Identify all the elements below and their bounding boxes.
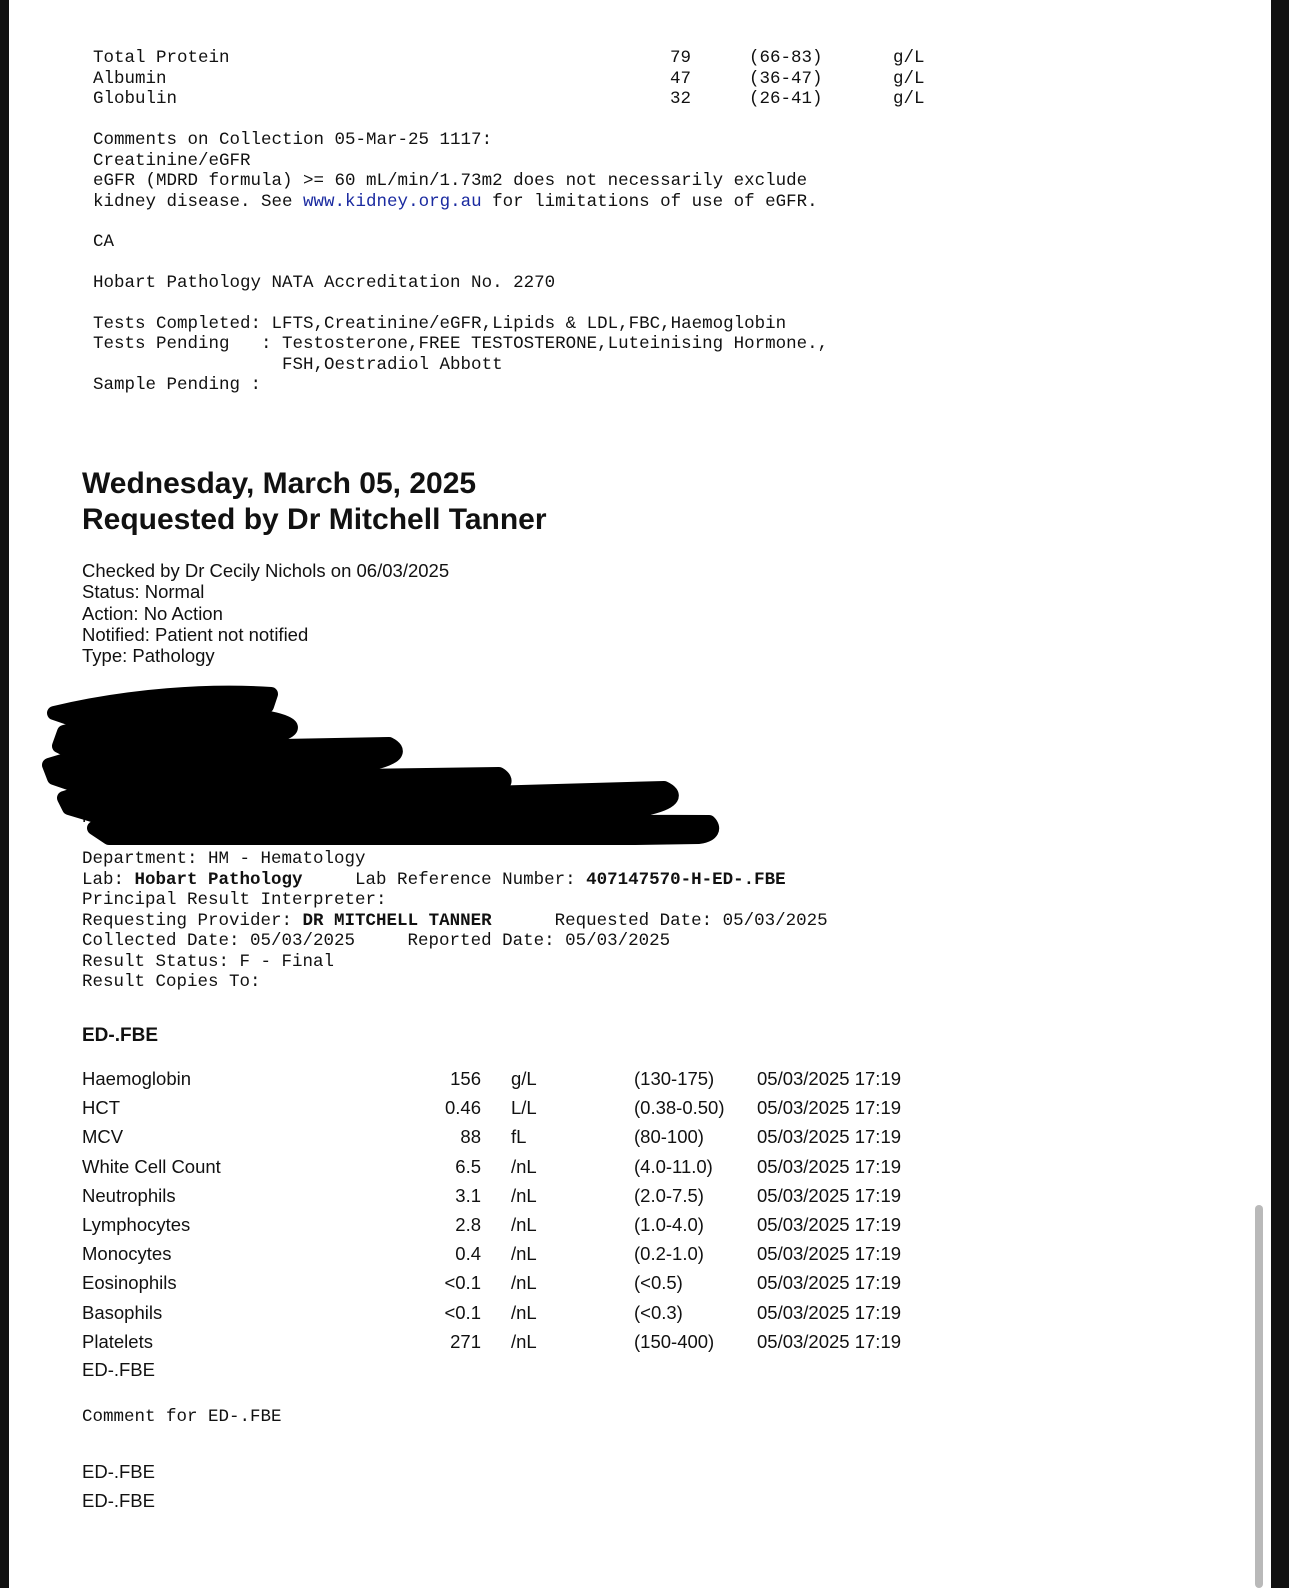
protein-range-0: (66-83) bbox=[749, 48, 823, 68]
result-value: 3.1 bbox=[455, 1184, 481, 1206]
result-row bbox=[82, 1302, 982, 1331]
tests-pending: Tests Pending : Testosterone,FREE TESTOSTERONE,Luteinising Hormone., bbox=[93, 334, 829, 354]
result-row bbox=[82, 1272, 982, 1301]
protein-name-2: Globulin bbox=[93, 89, 178, 109]
result-reference-range: (130-175) bbox=[634, 1068, 715, 1089]
result-row bbox=[82, 1243, 982, 1272]
fbe-footer-2: ED-.FBE bbox=[82, 1461, 155, 1482]
result-row bbox=[82, 1185, 982, 1214]
dates-line: Collected Date: 05/03/2025 Reported Date: 05/03/2025 bbox=[82, 931, 671, 951]
protein-unit-2: g/L bbox=[893, 89, 925, 109]
result-timestamp: 05/03/2025 17:19 bbox=[757, 1330, 902, 1352]
fbe-footer-1: ED-.FBE bbox=[82, 1359, 155, 1380]
result-unit: /nL bbox=[511, 1272, 537, 1294]
result-name: Platelets bbox=[82, 1330, 153, 1352]
result-name: HCT bbox=[82, 1097, 121, 1119]
result-name: Eosinophils bbox=[82, 1272, 177, 1294]
fbe-footer-3: ED-.FBE bbox=[82, 1490, 155, 1511]
result-value: 0.4 bbox=[455, 1243, 481, 1265]
result-value: 2.8 bbox=[455, 1214, 481, 1235]
result-timestamp: 05/03/2025 17:19 bbox=[757, 1272, 902, 1294]
protein-unit-0: g/L bbox=[893, 48, 925, 68]
redaction-scribble bbox=[9, 680, 729, 845]
protein-name-1: Albumin bbox=[93, 68, 167, 89]
result-status-line: Result Status: F - Final bbox=[82, 951, 335, 972]
lab-line: Lab: Hobart Pathology Lab Reference Number: 407147570-H-ED-.FBE bbox=[82, 869, 786, 890]
interpreter-line: Principal Result Interpreter: bbox=[82, 890, 387, 910]
accreditation-line: Hobart Pathology NATA Accreditation No. 2270 bbox=[93, 273, 556, 293]
fbe-title: ED-.FBE bbox=[82, 1025, 158, 1046]
result-value: 0.46 bbox=[444, 1097, 481, 1119]
result-timestamp: 05/03/2025 17:19 bbox=[757, 1155, 902, 1177]
vertical-scrollbar[interactable] bbox=[1255, 1205, 1263, 1588]
status-line: Status: Normal bbox=[82, 581, 205, 603]
result-timestamp: 05/03/2025 17:19 bbox=[757, 1097, 902, 1119]
result-unit: /nL bbox=[511, 1330, 537, 1352]
result-unit: /nL bbox=[511, 1214, 537, 1235]
sample-pending: Sample Pending : bbox=[93, 375, 262, 395]
result-unit: /nL bbox=[511, 1243, 537, 1265]
result-timestamp: 05/03/2025 17:19 bbox=[757, 1243, 902, 1265]
result-name: Basophils bbox=[82, 1301, 163, 1323]
fbe-comment-label: Comment for ED-.FBE bbox=[82, 1407, 282, 1427]
result-name: Monocytes bbox=[82, 1243, 172, 1265]
result-reference-range: (1.0-4.0) bbox=[634, 1214, 704, 1235]
result-reference-range: (<0.5) bbox=[634, 1272, 683, 1294]
protein-name-0: Total Protein bbox=[93, 48, 230, 68]
result-reference-range: (<0.3) bbox=[634, 1301, 683, 1323]
result-name: Haemoglobin bbox=[82, 1068, 192, 1089]
result-row bbox=[82, 1214, 982, 1243]
result-unit: /nL bbox=[511, 1155, 537, 1177]
result-value: <0.1 bbox=[444, 1272, 481, 1294]
result-unit: fL bbox=[511, 1126, 527, 1148]
type-line: Type: Pathology bbox=[82, 645, 215, 667]
result-name: Neutrophils bbox=[82, 1184, 176, 1206]
result-row bbox=[82, 1068, 982, 1097]
result-reference-range: (0.2-1.0) bbox=[634, 1243, 704, 1265]
result-name: MCV bbox=[82, 1126, 124, 1148]
result-reference-range: (0.38-0.50) bbox=[634, 1097, 725, 1119]
protein-range-2: (26-41) bbox=[749, 89, 823, 109]
result-row bbox=[82, 1126, 982, 1155]
result-unit: /nL bbox=[511, 1184, 537, 1206]
protein-range-1: (36-47) bbox=[749, 68, 823, 89]
result-unit: /nL bbox=[511, 1301, 537, 1323]
result-timestamp: 05/03/2025 17:19 bbox=[757, 1214, 902, 1235]
result-value: 6.5 bbox=[455, 1155, 481, 1177]
comments-heading: Comments on Collection 05-Mar-25 1117: bbox=[93, 130, 493, 150]
notified-line: Notified: Patient not notified bbox=[82, 623, 309, 645]
provider-line: Requesting Provider: DR MITCHELL TANNER Requested Date: 05/03/2025 bbox=[82, 910, 828, 931]
protein-value-2: 32 bbox=[670, 89, 692, 109]
result-value: 88 bbox=[460, 1126, 481, 1148]
report-date-heading: Wednesday, March 05, 2025 bbox=[82, 467, 477, 500]
result-name: Lymphocytes bbox=[82, 1214, 191, 1235]
result-name: White Cell Count bbox=[82, 1155, 221, 1177]
comments-test: Creatinine/eGFR bbox=[93, 150, 251, 171]
result-unit: g/L bbox=[511, 1068, 537, 1089]
department-line: Department: HM - Hematology bbox=[82, 849, 366, 869]
comments-kidney-line: kidney disease. See www.kidney.org.au for limitations of use of eGFR. bbox=[93, 191, 818, 212]
result-timestamp: 05/03/2025 17:19 bbox=[757, 1126, 902, 1148]
result-copies-line: Result Copies To: bbox=[82, 972, 261, 992]
ca-label: CA bbox=[93, 232, 115, 252]
action-line: Action: No Action bbox=[82, 602, 223, 624]
result-timestamp: 05/03/2025 17:19 bbox=[757, 1184, 902, 1206]
tests-completed: Tests Completed: LFTS,Creatinine/eGFR,Lipids & LDL,FBC,Haemoglobin bbox=[93, 314, 787, 334]
result-reference-range: (80-100) bbox=[634, 1126, 704, 1148]
comments-egfr-line: eGFR (MDRD formula) >= 60 mL/min/1.73m2 does not necessarily exclude bbox=[93, 171, 808, 191]
result-unit: L/L bbox=[511, 1097, 537, 1119]
result-value: <0.1 bbox=[444, 1301, 481, 1323]
result-reference-range: (2.0-7.5) bbox=[634, 1184, 704, 1206]
result-value: 271 bbox=[450, 1330, 481, 1352]
lab-reference-number: 407147570-H-ED-.FBE bbox=[586, 869, 786, 890]
kidney-link[interactable]: www.kidney.org.au bbox=[303, 191, 482, 212]
result-timestamp: 05/03/2025 17:19 bbox=[757, 1301, 902, 1323]
requesting-provider: DR MITCHELL TANNER bbox=[302, 910, 492, 931]
result-row bbox=[82, 1156, 982, 1185]
report-requested-heading: Requested by Dr Mitchell Tanner bbox=[82, 503, 547, 536]
protein-unit-1: g/L bbox=[893, 68, 925, 89]
protein-value-1: 47 bbox=[670, 68, 692, 89]
checked-by: Checked by Dr Cecily Nichols on 06/03/2025 bbox=[82, 560, 450, 581]
result-value: 156 bbox=[450, 1068, 481, 1089]
result-reference-range: (4.0-11.0) bbox=[634, 1155, 713, 1177]
tests-pending-cont: FSH,Oestradiol Abbott bbox=[93, 354, 503, 375]
result-row bbox=[82, 1097, 982, 1126]
lab-name: Hobart Pathology bbox=[134, 869, 303, 890]
document-page bbox=[9, 0, 1271, 1588]
result-reference-range: (150-400) bbox=[634, 1330, 715, 1352]
result-row bbox=[82, 1331, 982, 1360]
protein-value-0: 79 bbox=[670, 48, 692, 68]
result-timestamp: 05/03/2025 17:19 bbox=[757, 1068, 902, 1089]
